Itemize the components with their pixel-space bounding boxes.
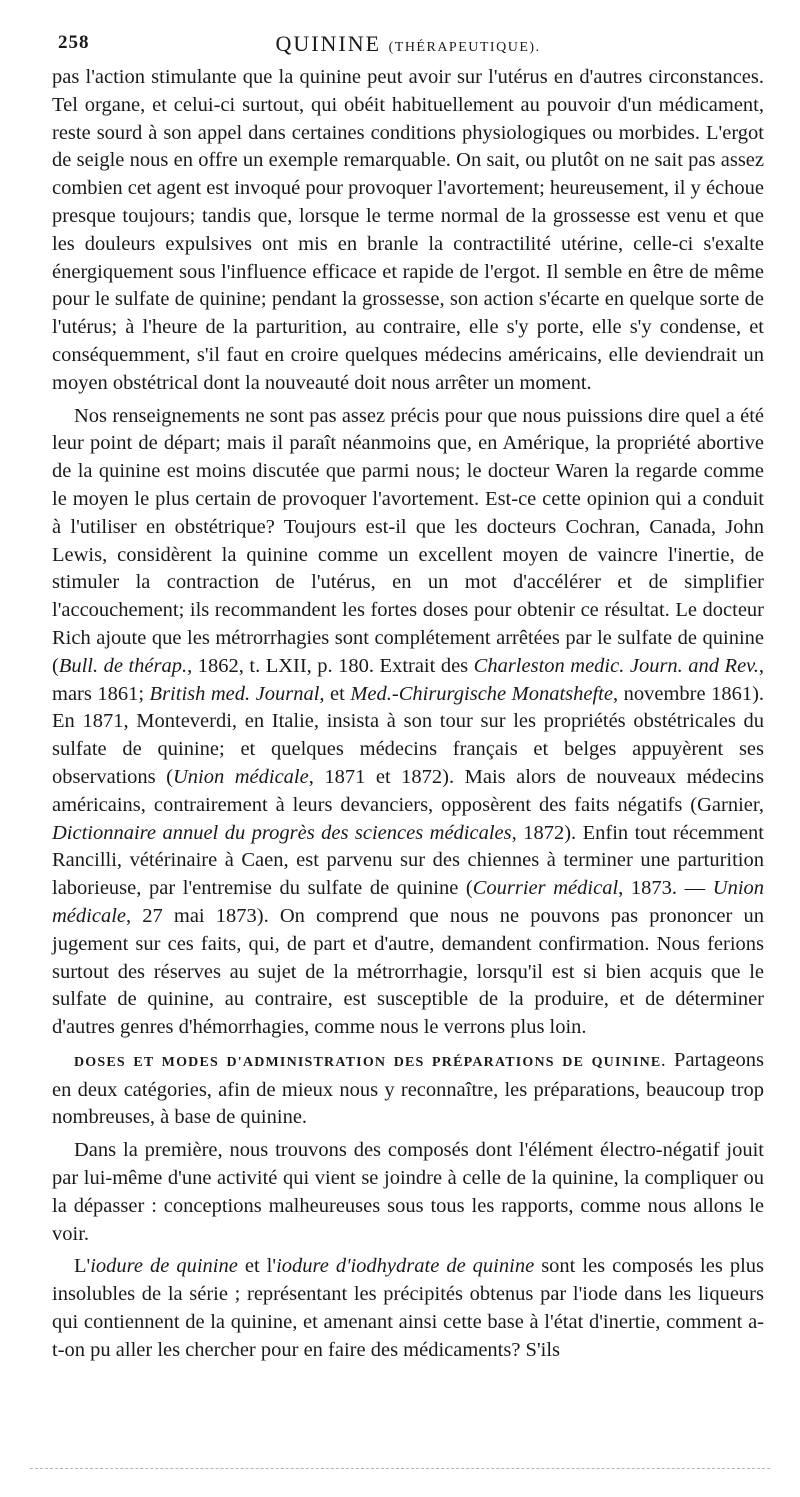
paragraph-4: Dans la première, nous trouvons des composés dont l'élément électro-négatif jouit par lui-même d'une activité qui vient se joindre à celle de la quinine, la compliquer ou la dépasser : conceptions malheureuses sous tous les rapports, comme nous allons le voir.: [52, 1139, 764, 1245]
paragraph-2: [52, 403, 764, 1042]
text-run: , novembre 1861). En 1871, Monteverdi, en Italie, insista à son tour sur les propriétés obstétricales du sulfate de quinine; et quelques médecins français et belges appuyèrent ses observations (: [52, 682, 765, 788]
book-page: [52, 30, 764, 1365]
running-title-main: QUININE: [275, 31, 382, 56]
text-run: sont les composés les plus insolubles de la série ; représentant les précipités obtenus par l'iode dans les liqueurs qui contiennent de la quinine, et amenant ainsi cette base à l'état d'inertie, comment a-t-on pu aller les chercher pour en faire des médicaments? S'ils: [52, 1255, 764, 1361]
citation-italic: Charleston medic. Journ. and Rev.: [473, 654, 759, 677]
compound-italic: iodure de quinine: [90, 1255, 238, 1278]
page-header: [52, 30, 764, 60]
citation-italic: Dictionnaire annuel du progrès des sciences médicales: [52, 821, 512, 844]
section-heading: DOSES ET MODES D'ADMINISTRATION DES PRÉPARATIONS DE QUININE.: [74, 1054, 667, 1070]
paragraph-3: [52, 1047, 764, 1132]
compound-italic: iodure d'iodhydrate de quinine: [276, 1255, 535, 1278]
citation-italic: British med. Journal: [149, 682, 320, 705]
body-text: [52, 64, 764, 1365]
text-run: , et: [319, 682, 351, 705]
text-run: Partageons en deux catégories, afin de mieux nous y reconnaître, les préparations, beaucoup trop nombreuses, à base de quinine.: [52, 1048, 765, 1129]
scan-bottom-rule: [30, 1468, 770, 1469]
paragraph-5: [52, 1253, 764, 1364]
citation-italic: Union médicale: [52, 877, 765, 927]
text-run: L': [74, 1255, 91, 1278]
citation-italic: Med.-Chirurgische Monatshefte: [350, 682, 613, 705]
text-run: , 1871 et 1872). Mais alors de nouveaux médecins américains, contrairement à leurs devanciers, opposèrent des faits négatifs (Garnier,: [52, 765, 765, 816]
running-title-sub: (THÉRAPEUTIQUE).: [388, 40, 541, 55]
text-run: , 1873. —: [618, 877, 713, 900]
page-number: 258: [58, 32, 90, 53]
citation-italic: Bull. de thérap.: [58, 654, 188, 677]
text-run: , 1862, t. LXII, p. 180. Extrait des: [187, 654, 474, 677]
citation-italic: Union médicale: [172, 765, 309, 788]
paragraph-1: pas l'action stimulante que la quinine peut avoir sur l'utérus en d'autres circonstances. Tel organe, et celui-ci surtout, qui obéit habituellement au pouvoir d'un médicament, reste sourd à son appel dans certaines conditions physiologiques ou morbides. L'ergot de seigle nous en offre un exemple remarquable. On sait, ou plutôt on ne sait pas assez combien cet agent est invoqué pour provoquer l'avortement; heureusement, il y échoue presque toujours; tandis que, lorsque le terme normal de la grossesse est venu et que les douleurs expulsives ont mis en branle la contractilité utérine, celle-ci s'exalte énergiquement sous l'influence efficace et rapide de l'ergot. Il semble en être de même pour le sulfate de quinine; pendant la grossesse, son action s'écarte en quelque sorte de l'utérus; à l'heure de la parturition, au contraire, elle s'y porte, elle s'y condense, et conséquemment, s'il faut en croire quelques médecins américains, elle deviendrait un moyen obstétrical dont la nouveauté doit nous arrêter un moment.: [52, 66, 764, 394]
citation-italic: Courrier médical: [472, 877, 619, 900]
text-run: , 1872). Enfin tout récemment Rancilli, vétérinaire à Caen, est parvenu sur des chiennes à terminer une parturition laborieuse, par l'entremise du sulfate de quinine (: [52, 821, 764, 900]
running-title: [52, 31, 764, 57]
text-run: et l': [237, 1255, 277, 1278]
text-run: Nos renseignements ne sont pas assez précis pour que nous puissions dire quel a été leur point de départ; mais il paraît néanmoins que, en Amérique, la propriété abortive de la quinine est moins discutée que parmi nous; le docteur Waren la regarde comme le moyen le plus certain de provoquer l'avortement. Est-ce cette opinion qui a conduit à l'utiliser en obstétrique? Toujours est-il que les docteurs Cochran, Canada, John Lewis, considèrent la quinine comme un excellent moyen de vaincre l'inertie, de stimuler la contraction de l'utérus, en un mot d'accélérer et de simplifier l'accouchement; ils recommandent les fortes doses pour obtenir ce résultat. Le docteur Rich ajoute que les métrorrhagies sont complétement arrêtées par le sulfate de quinine (: [52, 404, 764, 677]
text-run: , mars 1861;: [52, 654, 764, 705]
text-run: , 27 mai 1873). On comprend que nous ne pouvons pas prononcer un jugement sur ces faits, qui, de part et d'autre, demandent confirmation. Nous ferions surtout des réserves au sujet de la métrorrhagie, lorsqu'il est si bien acquis que le sulfate de quinine, au contraire, est susceptible de la produire, et de déterminer d'autres genres d'hémorrhagies, comme nous le verrons plus loin.: [52, 904, 764, 1039]
